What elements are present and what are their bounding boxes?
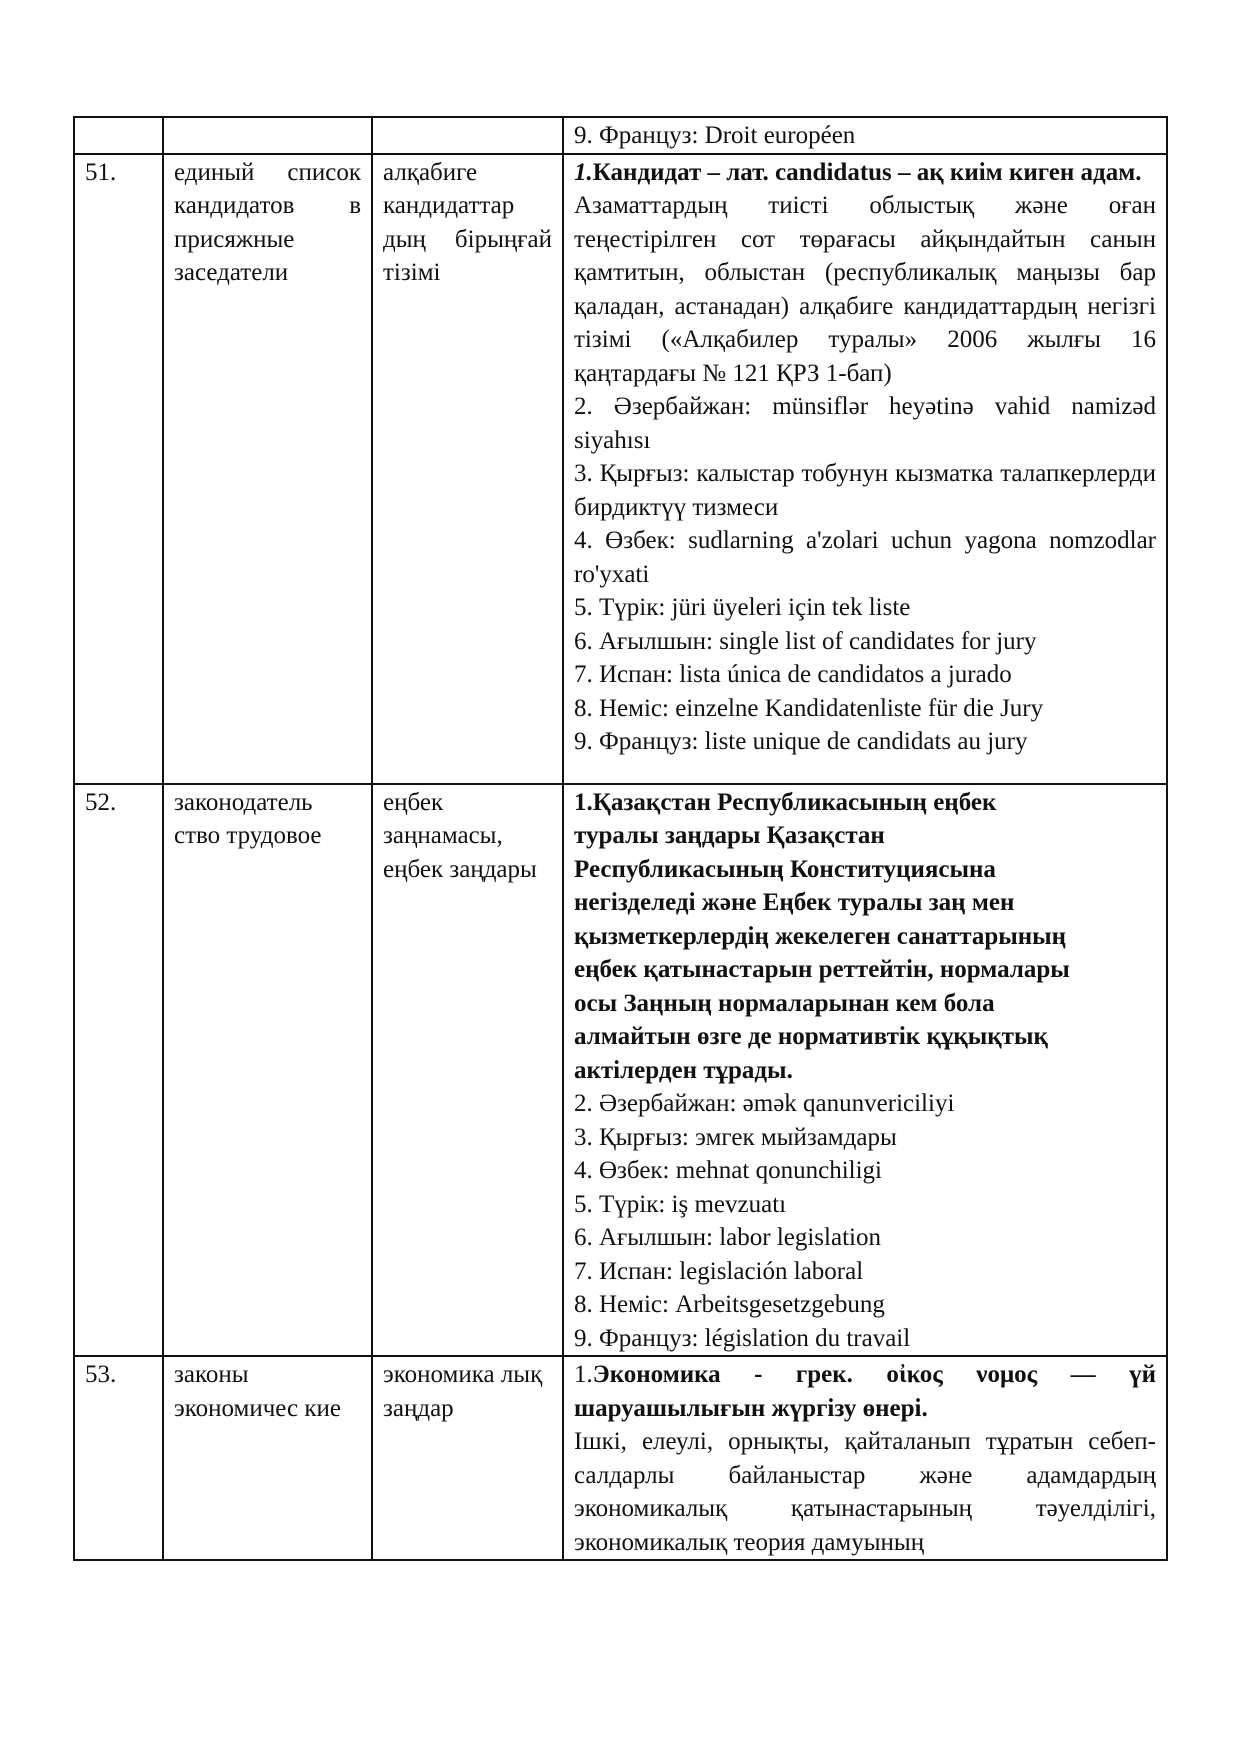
translation-line: 9. Француз: liste unique de candidats au jury <box>574 728 1028 755</box>
translation-line: 9. Француз: Droit européen <box>574 122 856 149</box>
row-number <box>74 117 163 154</box>
translation-line: 8. Неміс: Arbeitsgesetzgebung <box>574 1291 885 1318</box>
heading-text: Кандидат – лат. candidatus – ақ киім киген адам. <box>592 158 1142 186</box>
table-row <box>74 1356 1167 1560</box>
translation-line: 4. Өзбек: sudlarning a'zolari uchun yagona nomzodlar ro'yxati <box>574 527 1156 588</box>
heading-text: Экономика - грек. οἰκος νομος — үй шаруашылығын жүргізу өнері. <box>574 1361 1156 1422</box>
row-number: 51. <box>74 154 163 784</box>
translation-line: 2. Әзербайжан: əmək qanunvericiliyi <box>574 1090 955 1117</box>
translation-line: 8. Неміс: einzelne Kandidatenliste für die Jury <box>574 694 1044 722</box>
translation-line: 5. Түрік: jüri üyeleri için tek liste <box>574 594 911 621</box>
definition-heading-line: еңбек қатынастарын реттейтін, нормалары <box>574 956 1070 983</box>
term-russian: законы экономичес кие <box>163 1356 372 1560</box>
term-kazakh: еңбек заңнамасы, еңбек заңдары <box>372 784 563 1357</box>
translation-line: 6. Ағылшын: single list of candidates for jury <box>574 627 1037 655</box>
term-kazakh: экономика лық заңдар <box>372 1356 563 1560</box>
translation-line: 7. Испан: lista única de candidatos a jurado <box>574 661 1012 688</box>
translation-line: 6. Ағылшын: labor legislation <box>574 1224 881 1251</box>
definition-heading-line: туралы заңдары Қазақстан <box>574 822 885 849</box>
table-row <box>74 117 1167 154</box>
translation-line: 5. Түрік: iş mevzuatı <box>574 1190 787 1218</box>
heading-number: 1. <box>574 158 593 186</box>
translation-line: 4. Өзбек: mehnat qonunchiligi <box>574 1157 882 1184</box>
translation-line: 3. Қырғыз: эмгек мыйзамдары <box>574 1123 897 1151</box>
term-description <box>563 117 1167 154</box>
definition-text: Азаматтардың тиісті облыстық және оған теңестірілген сот төрағасы айқындайтын санын қамтитын, облыстан (республикалық маңызы бар қаладан, астанадан) алқабиге кандидаттардың негізгі тізімі («Алқабилер туралы» 2006 жылғы 16 қаңтардағы № 121 ҚРЗ 1-бап) <box>574 192 1156 387</box>
translation-line: 7. Испан: legislación laboral <box>574 1257 864 1285</box>
definition-heading-line: негізделеді және Еңбек туралы заң мен <box>574 889 1015 916</box>
definition-heading <box>574 156 1156 190</box>
translation-line: 2. Әзербайжан: münsiflər heyətinə vahid namizəd siyahısı <box>574 393 1156 454</box>
term-russian: единый список кандидатов в присяжные заседатели <box>163 154 372 784</box>
term-description <box>563 784 1167 1357</box>
definition-text: Ішкі, елеулі, орнықты, қайталанып тұратын себеп-салдарлы байланыстар және адамдардың экономикалық қатынастарының тәуелділігі, экономикалық теория дамуының <box>574 1428 1156 1556</box>
translation-line: 3. Қырғыз: калыстар тобунун кызматка талапкерлерди бирдиктүү тизмеси <box>574 460 1156 521</box>
row-number: 53. <box>74 1356 163 1560</box>
term-russian: законодатель ство трудовое <box>163 784 372 1357</box>
definition-heading-line: алмайтын өзге де нормативтік құқықтық <box>574 1023 1048 1050</box>
definition-heading-line: Республикасының Конституциясына <box>574 855 996 883</box>
definition-heading <box>574 1358 1156 1425</box>
term-description <box>563 154 1167 784</box>
definition-heading-line: қызметкерлердің жекелеген санаттарының <box>574 922 1067 950</box>
glossary-table <box>73 116 1168 1561</box>
row-number: 52. <box>74 784 163 1357</box>
term-kazakh: алқабиге кандидаттар дың бірыңғай тізімі <box>372 154 563 784</box>
table-row <box>74 154 1167 784</box>
translation-line: 9. Француз: législation du travail <box>574 1324 911 1352</box>
heading-number: 1. <box>574 1361 593 1388</box>
table-row <box>74 784 1167 1357</box>
term-description <box>563 1356 1167 1560</box>
term-kazakh <box>372 117 563 154</box>
definition-heading-line: актілерден тұрады. <box>574 1056 793 1084</box>
definition-heading-line: 1.Қазақстан Республикасының еңбек <box>574 788 997 816</box>
definition-heading-line: осы Заңның нормаларынан кем бола <box>574 989 995 1017</box>
term-russian <box>163 117 372 154</box>
